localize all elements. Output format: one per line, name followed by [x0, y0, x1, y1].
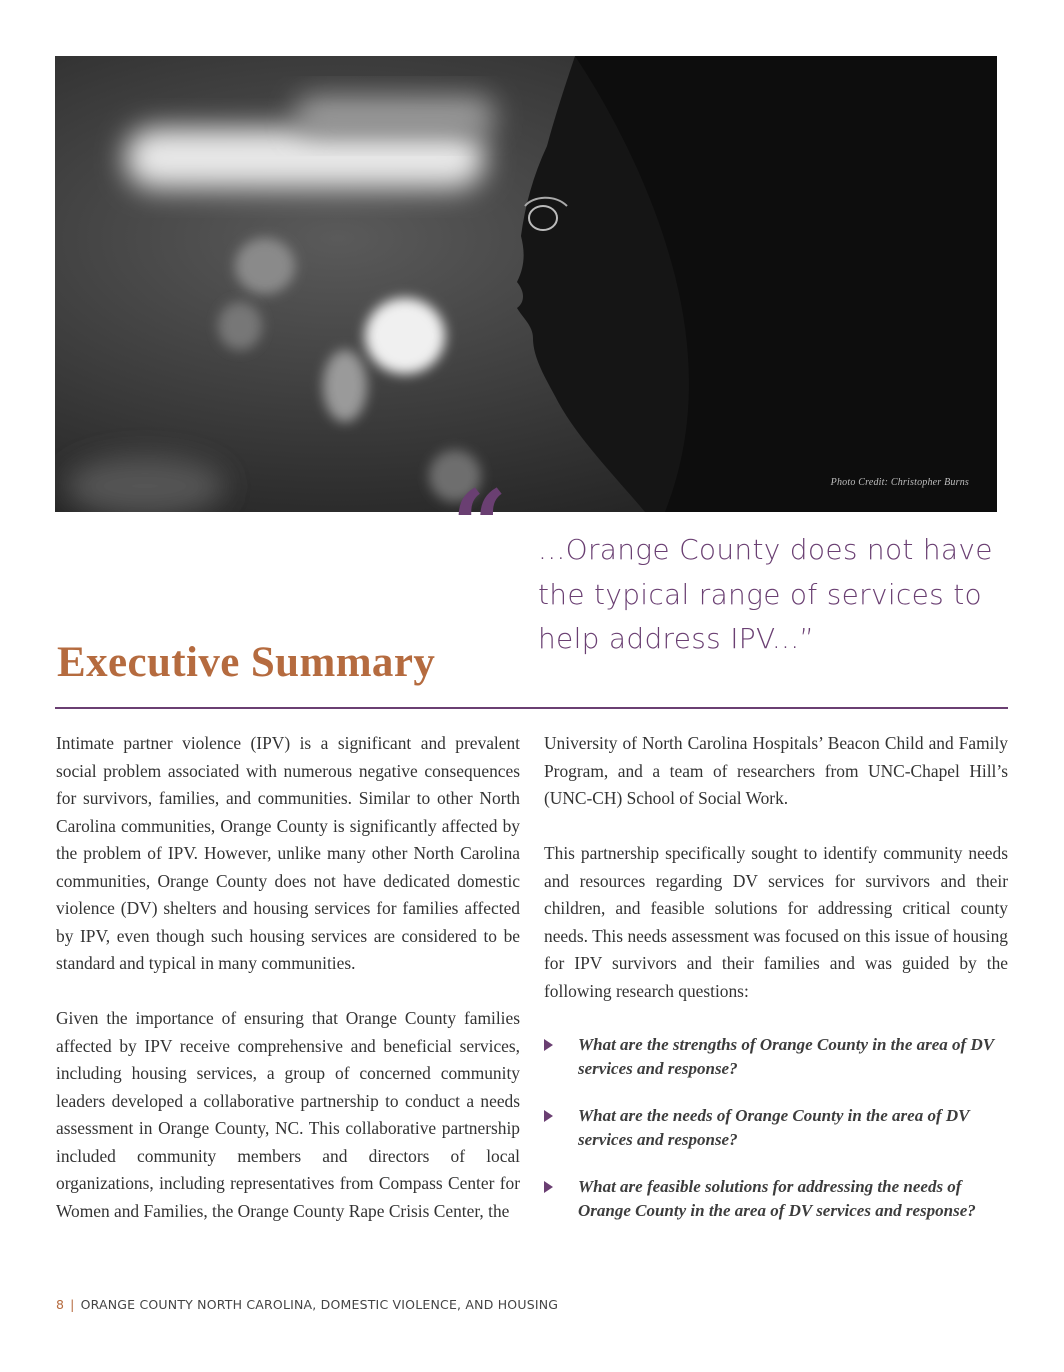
list-item	[544, 1175, 1008, 1223]
paragraph: Intimate partner violence (IPV) is a significant and prevalent social problem associated with numerous negative consequences for survivors, families, and communities. Similar to other North Carolina communities, Orange County is significantly affected by the problem of IPV. However, unlike many other North Carolina communities, Orange County does not have dedicated domestic violence (DV) shelters and housing services for families affected by IPV, even though such housing services are considered to be standard and typical in many communities.	[56, 733, 520, 973]
paragraph: This partnership specifically sought to identify community needs and resources regarding DV services for survivors and their children, and feasible solutions for addressing critical county needs. This needs assessment was focused on this issue of housing for IPV survivors and their families and was guided by the following research questions:	[544, 843, 1008, 1001]
footer-separator: |	[70, 1297, 75, 1312]
page-title: Executive Summary	[57, 639, 436, 686]
research-questions-list	[544, 1033, 1008, 1223]
list-item	[544, 1104, 1008, 1152]
pull-quote: ...Orange County does not have the typical range of services to help address IPV...”	[538, 533, 993, 655]
page-footer	[56, 1297, 558, 1312]
paragraph: University of North Carolina Hospitals’ Beacon Child and Family Program, and a team of researchers from UNC-Chapel Hill’s (UNC-CH) School of Social Work.	[544, 733, 1008, 808]
quote-mark-icon: “	[452, 469, 508, 582]
title-divider	[55, 707, 1008, 709]
bullet-arrow-icon	[544, 1110, 553, 1122]
question-text: What are the strengths of Orange County in the area of DV services and response?	[578, 1034, 994, 1078]
left-column	[56, 730, 520, 1253]
footer-text: ORANGE COUNTY NORTH CAROLINA, DOMESTIC VIOLENCE, AND HOUSING	[80, 1297, 559, 1312]
hero-photo-illustration	[55, 56, 997, 512]
page-number: 8	[56, 1297, 65, 1312]
question-text: What are feasible solutions for addressing the needs of Orange County in the area of DV services and response?	[578, 1176, 976, 1220]
photo-credit: Photo Credit: Christopher Burns	[830, 477, 969, 488]
right-column	[544, 730, 1008, 1246]
bullet-arrow-icon	[544, 1181, 553, 1193]
bullet-arrow-icon	[544, 1039, 553, 1051]
paragraph: Given the importance of ensuring that Orange County families affected by IPV receive comprehensive and beneficial services, including housing services, a group of concerned community leaders developed a collaborative partnership to conduct a needs assessment in Orange County, NC. This collaborative partnership included community members and directors of local organizations, including representatives from Compass Center for Women and Families, the Orange County Rape Crisis Center, the	[56, 1008, 520, 1221]
hero-photo	[55, 56, 997, 512]
question-text: What are the needs of Orange County in the area of DV services and response?	[578, 1105, 970, 1149]
list-item	[544, 1033, 1008, 1081]
